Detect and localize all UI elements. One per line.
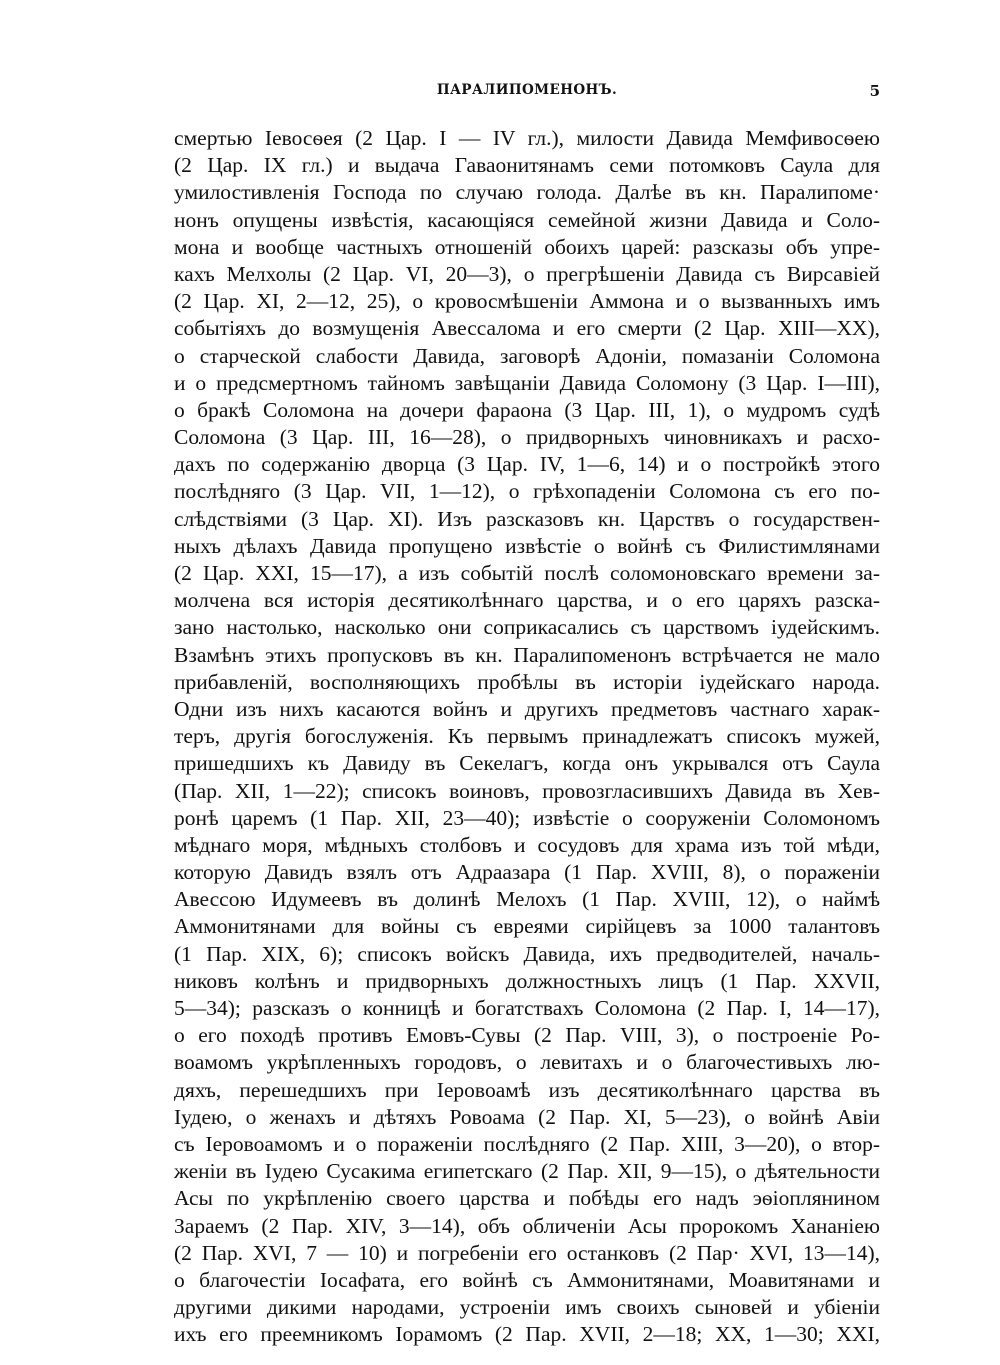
text-line: ихъ его преемникомъ Іорамомъ (2 Пар. XVII, 2—18; XX, 1—30; XXI, xyxy=(174,1322,880,1347)
text-line: Одни изъ нихъ касаются войнъ и другихъ предметовъ частнаго харак- xyxy=(174,696,880,721)
text-line: о бракѣ Соломона на дочери фараона (3 Цар. III, 1), о мудромъ судѣ xyxy=(174,397,880,422)
page-number: 5 xyxy=(869,82,880,100)
text-line: о старческой слабости Давида, заговорѣ Адоніи, помазаніи Соломона xyxy=(174,343,880,368)
text-line: ныхъ дѣлахъ Давида пропущено извѣстіе о войнѣ съ Филистимлянами xyxy=(174,533,880,558)
text-line: теръ, другія богослуженія. Къ первымъ принадлежатъ списокъ мужей, xyxy=(174,724,880,749)
text-line: зано настолько, насколько они соприкасались съ царствомъ іудейскимъ. xyxy=(174,615,880,640)
text-line: молчена вся исторія десятиколѣннаго царства, и о его царяхъ разска- xyxy=(174,588,880,613)
text-line: Авессою Идумеевъ въ долинѣ Мелохъ (1 Пар. XVIII, 12), о наймѣ xyxy=(174,887,880,912)
text-line: слѣдствіями (3 Цар. XI). Изъ разсказовъ кн. Царствъ о государствен- xyxy=(174,506,880,531)
text-line: и о предсмертномъ тайномъ завѣщаніи Давида Соломону (3 Цар. I—III), xyxy=(174,370,880,395)
text-line: воамомъ укрѣпленныхъ городовъ, о левитахъ и о благочестивыхъ лю- xyxy=(174,1050,880,1075)
text-line: пришедшихъ къ Давиду въ Секелагъ, когда онъ укрывался отъ Саула xyxy=(174,751,880,776)
text-line: (2 Цар. IX гл.) и выдача Гаваонитянамъ семи потомковъ Саула для xyxy=(174,153,880,178)
text-line: Соломона (3 Цар. III, 16—28), о придворныхъ чиновникахъ и расхо- xyxy=(174,425,880,450)
text-line: ронѣ царемъ (1 Пар. XII, 23—40); извѣстіе о сооруженіи Соломономъ xyxy=(174,805,880,830)
text-line: (1 Пар. XIX, 6); списокъ войскъ Давида, ихъ предводителей, началь- xyxy=(174,941,880,966)
text-line: женіи въ Іудею Сусакима египетскаго (2 Пар. XII, 9—15), о дѣятельности xyxy=(174,1159,880,1184)
text-line: съ Іеровоамомъ и о пораженіи послѣдняго (2 Пар. XIII, 3—20), о втор- xyxy=(174,1131,880,1156)
running-title: ПАРАЛИПОМЕНОНЪ. xyxy=(436,82,618,98)
text-line: смертью Іевосѳея (2 Цар. I — IV гл.), милости Давида Мемфивосѳею xyxy=(174,126,880,150)
running-head xyxy=(174,82,880,106)
text-line: событіяхъ до возмущенія Авессалома и его смерти (2 Цар. XIII—XX), xyxy=(174,316,880,341)
text-line: умилостивленія Господа по случаю голода. Далѣе въ кн. Паралипоме· xyxy=(174,180,880,205)
text-line: (2 Цар. XXI, 15—17), а изъ событій послѣ соломоновскаго времени за- xyxy=(174,561,880,585)
text-line: Зараемъ (2 Пар. XIV, 3—14), объ обличеніи Асы пророкомъ Хананіею xyxy=(174,1213,880,1238)
text-line: которую Давидъ взялъ отъ Адраазара (1 Пар. XVIII, 8), о пораженіи xyxy=(174,860,880,885)
body-text xyxy=(174,125,880,1348)
text-line: нонъ опущены извѣстія, касающіяся семейной жизни Давида и Соло- xyxy=(174,207,880,232)
text-line: Аммонитянами для войны съ евреями сирійцевъ за 1000 талантовъ xyxy=(174,914,880,939)
text-line: Взамѣнъ этихъ пропусковъ въ кн. Паралипоменонъ встрѣчается не мало xyxy=(174,642,880,667)
text-line: мона и вообще частныхъ отношеній обоихъ царей: разсказы объ упре- xyxy=(174,234,880,259)
text-line: дяхъ, перешедшихъ при Іеровоамѣ изъ десятиколѣннаго царства въ xyxy=(174,1077,880,1102)
text-line: о его походѣ противъ Емовъ-Сувы (2 Пар. VIII, 3), о построеніе Ро- xyxy=(174,1023,880,1048)
text-line: прибавленій, восполняющихъ пробѣлы въ исторіи іудейскаго народа. xyxy=(174,669,880,694)
text-line: Асы по укрѣпленію своего царства и побѣды его надъ эѳіоплянином xyxy=(174,1186,880,1211)
text-line: 5—34); разсказъ о конницѣ и богатствахъ Соломона (2 Пар. I, 14—17), xyxy=(174,996,880,1020)
text-line: кахъ Мелхолы (2 Цар. VI, 20—3), о прегрѣшеніи Давида съ Вирсавіей xyxy=(174,261,880,286)
text-line: (Пар. XII, 1—22); списокъ воиновъ, провозгласившихъ Давида въ Хев- xyxy=(174,778,880,803)
text-line: дахъ по содержанію дворца (3 Цар. IV, 1—6, 14) и о постройкѣ этого xyxy=(174,452,880,477)
text-line: послѣдняго (3 Цар. VII, 1—12), о грѣхопаденіи Соломона съ его по- xyxy=(174,479,880,504)
text-line: (2 Пар. XVI, 7 — 10) и погребеніи его останковъ (2 Пар· XVI, 13—14), xyxy=(174,1240,880,1265)
text-line: никовъ колѣнъ и придворныхъ должностныхъ лицъ (1 Пар. XXVII, xyxy=(174,968,880,993)
text-line: Іудею, о женахъ и дѣтяхъ Ровоама (2 Пар. XI, 5—23), о войнѣ Авіи xyxy=(174,1104,880,1129)
text-line: мѣднаго моря, мѣдныхъ столбовъ и сосудовъ для храма изъ той мѣди, xyxy=(174,832,880,857)
text-line: (2 Цар. XI, 2—12, 25), о кровосмѣшеніи Аммона и о вызванныхъ имъ xyxy=(174,289,880,314)
text-line: другими дикими народами, устроеніи имъ своихъ сыновей и убіеніи xyxy=(174,1295,880,1320)
text-line: о благочестіи Іосафата, его войнѣ съ Аммонитянами, Моавитянами и xyxy=(174,1267,880,1292)
